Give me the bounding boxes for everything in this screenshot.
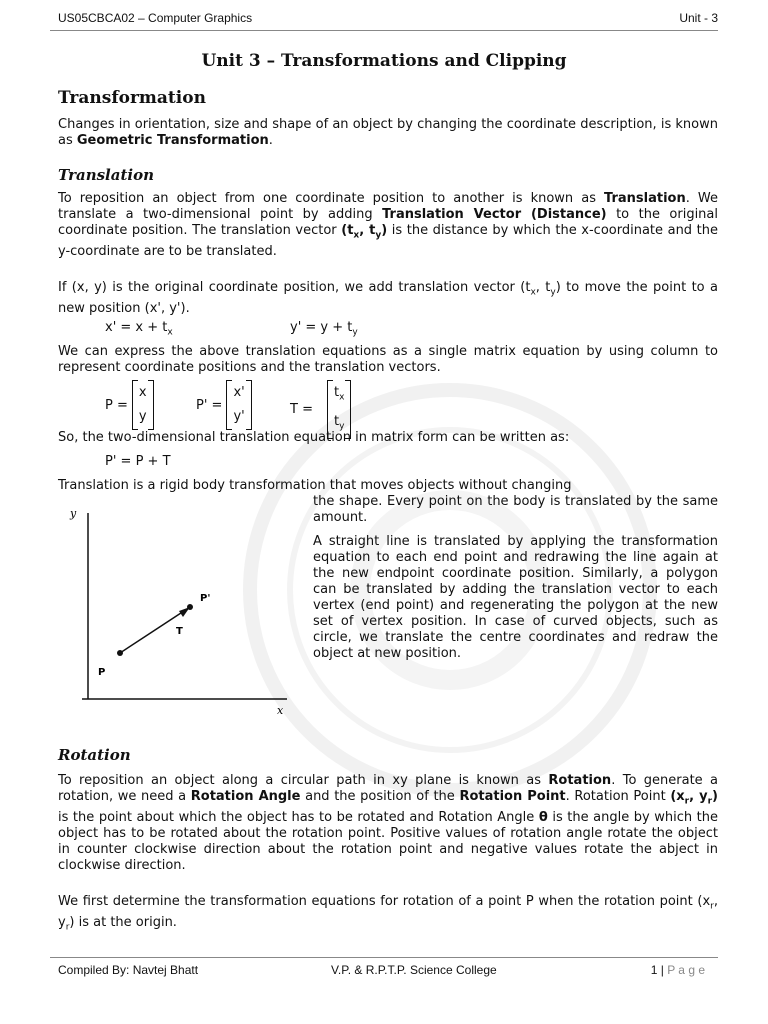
translation-paragraph-3: We can express the above translation equations as a single matrix equation by using column to represent coordinate positions and the translation vectors. xyxy=(58,344,718,375)
figure-y-label: y xyxy=(70,507,77,520)
section-heading-transformation: Transformation xyxy=(58,88,206,108)
header-unit: Unit - 3 xyxy=(679,11,718,25)
header-course: US05CBCA02 – Computer Graphics xyxy=(58,11,253,25)
footer-compiled-by: Compiled By: Navtej Bhatt xyxy=(58,963,199,977)
matrix-p: P = x y xyxy=(105,380,154,430)
figure-t-label: T xyxy=(176,626,183,637)
translation-paragraph-2: If (x, y) is the original coordinate position, we add translation vector ($t_x$, $t_y$) to move the point to a new position (x', y'). xyxy=(58,280,718,316)
figure-p-prime-label: P' xyxy=(200,593,211,604)
rotation-paragraph-2: We first determine the transformation equations for rotation of a point P when the rotation point ($x_r$, $y_r$) is at the origin. xyxy=(58,894,718,933)
translation-paragraph-6: A straight line is translated by applying the transformation equation to each end point and redrawing the line again at the new endpoint coordinate position. Similarly, a polygon can be translated by adding the translation vector to each vertex (end point) and regenerating the polygon at the new set of vertex position. In case of curved objects, such as circle, we translate the centre coordinates and redraw the object at new position. xyxy=(313,534,718,661)
translation-figure xyxy=(62,503,302,718)
page-title: Unit 3 – Transformations and Clipping xyxy=(201,51,567,71)
figure-x-label: x xyxy=(277,704,284,717)
equation-y-prime: $y' = y + t_y$ xyxy=(290,320,358,338)
section-heading-rotation: Rotation xyxy=(58,746,131,764)
footer-page-number: 1 | P a g e xyxy=(650,963,705,977)
matrix-t: T = $t_x$ $t_y$ xyxy=(290,380,351,439)
equation-x-prime: $x' = x + t_x$ xyxy=(105,320,173,338)
figure-p-label: P xyxy=(98,667,106,678)
equation-matrix-form: P' = P + T xyxy=(105,454,171,469)
footer-college: V.P. & R.P.T.P. Science College xyxy=(331,963,497,977)
translation-paragraph-1: To reposition an object from one coordinate position to another is known as Translation. We translate a two-dimensional point by adding Translation Vector (Distance) to the original coordinate position. The translation vector ($t_x$, $t_y$) is the distance by which the x-coordinate and the y-coordinate are to be translated. xyxy=(58,191,719,259)
header-divider xyxy=(50,30,718,31)
page-header xyxy=(58,11,718,29)
footer-divider xyxy=(50,957,718,958)
translation-paragraph-5-rest: the shape. Every point on the body is translated by the same amount. xyxy=(313,494,718,525)
section-heading-translation: Translation xyxy=(58,166,154,184)
translation-paragraph-5-lead: Translation is a rigid body transformation that moves objects without changing xyxy=(58,478,572,493)
matrix-p-prime: P' = x' y' xyxy=(196,380,252,430)
transformation-paragraph: Changes in orientation, size and shape of an object by changing the coordinate description, is known as Geometric Transformation. xyxy=(58,117,718,148)
rotation-paragraph-1: To reposition an object along a circular path in xy plane is known as Rotation. To generate a rotation, we need a Rotation Angle and the position of the Rotation Point. Rotation Point ($x_r$, $y_r$) is the point about which the object has to be rotated and Rotation Angle θ is the angle by which the object has to be rotated about the rotation point. Positive values of rotation angle rotate the object in counter clockwise direction about the rotation point and negative values rotate the abject in clockwise direction. xyxy=(58,773,719,873)
translation-paragraph-4: So, the two-dimensional translation equation in matrix form can be written as: xyxy=(58,430,570,445)
bold-term: Geometric Transformation xyxy=(76,133,269,148)
